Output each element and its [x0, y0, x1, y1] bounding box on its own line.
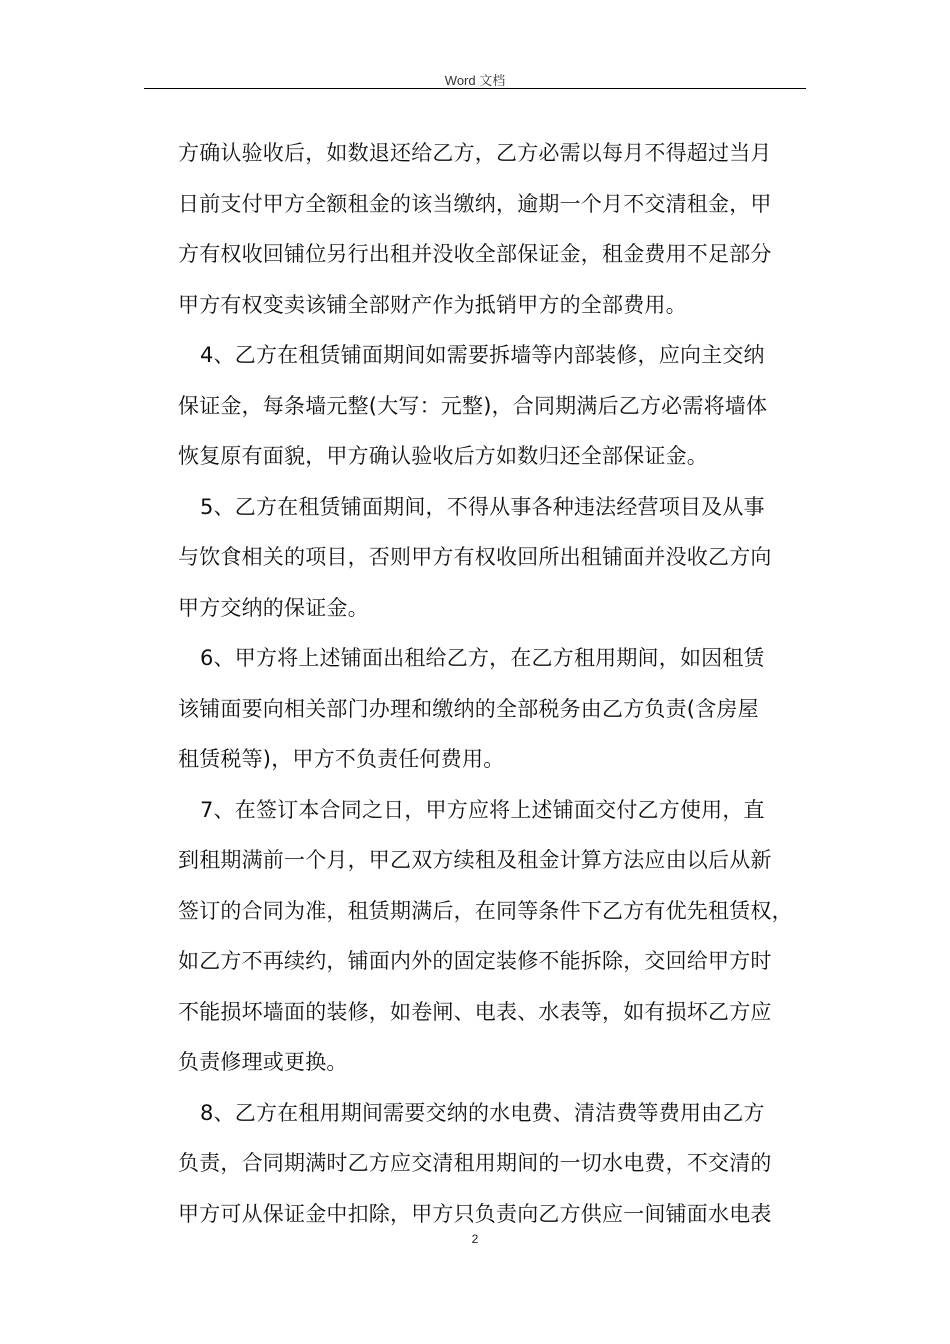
text-line: 甲方可从保证金中扣除，甲方只负责向乙方供应一间铺面水电表: [178, 1201, 772, 1226]
text-line: 保证金，每条墙元整(大写：元整)，合同期满后乙方必需将墙体: [178, 393, 768, 418]
page-number: 2: [471, 1232, 479, 1246]
text-line: 4、乙方在租赁铺面期间如需要拆墙等内部装修，应向主交纳: [200, 343, 765, 367]
document-body: [178, 128, 810, 1239]
text-line: 如乙方不再续约，铺面内外的固定装修不能拆除，交回给甲方时: [178, 949, 772, 973]
text-line: 5、乙方在租赁铺面期间，不得从事各种违法经营项目及从事: [200, 494, 765, 519]
text-line: 负责，合同期满时乙方应交清租用期间的一切水电费，不交清的: [178, 1151, 772, 1175]
text-line: 不能损坏墙面的装修，如卷闸、电表、水表等，如有损坏乙方应: [178, 999, 772, 1024]
text-line: 方有权收回铺位另行出租并没收全部保证金，租金费用不足部分: [178, 242, 772, 266]
text-line: 7、在签订本合同之日，甲方应将上述铺面交付乙方使用，直: [200, 797, 765, 822]
page-header-title: Word 文档: [444, 73, 506, 88]
text-line: 签订的合同为准，租赁期满后，在同等条件下乙方有优先租赁权，: [178, 898, 793, 923]
text-line: 到租期满前一个月，甲乙双方续租及租金计算方法应由以后从新: [178, 848, 772, 872]
text-line: 8、乙方在租用期间需要交纳的水电费、清洁费等费用由乙方: [200, 1100, 765, 1125]
text-line: 6、甲方将上述铺面出租给乙方，在乙方租用期间，如因租赁: [200, 646, 765, 670]
text-line: 方确认验收后，如数退还给乙方，乙方必需以每月不得超过当月: [178, 141, 772, 165]
text-line: 该铺面要向相关部门办理和缴纳的全部税务由乙方负责(含房屋: [178, 696, 759, 721]
text-line: 日前支付甲方全额租金的该当缴纳，逾期一个月不交清租金，甲: [178, 191, 772, 216]
text-line: 与饮食相关的项目，否则甲方有权收回所出租铺面并没收乙方向: [178, 545, 772, 569]
text-line: 甲方有权变卖该铺全部财产作为抵销甲方的全部费用。: [178, 292, 687, 317]
header-divider: [144, 88, 806, 89]
text-line: 负责修理或更换。: [178, 1050, 348, 1074]
text-line: 恢复原有面貌，甲方确认验收后方如数归还全部保证金。: [178, 444, 708, 468]
text-line: 甲方交纳的保证金。: [178, 595, 369, 620]
text-line: 租赁税等)，甲方不负责任何费用。: [178, 747, 505, 771]
